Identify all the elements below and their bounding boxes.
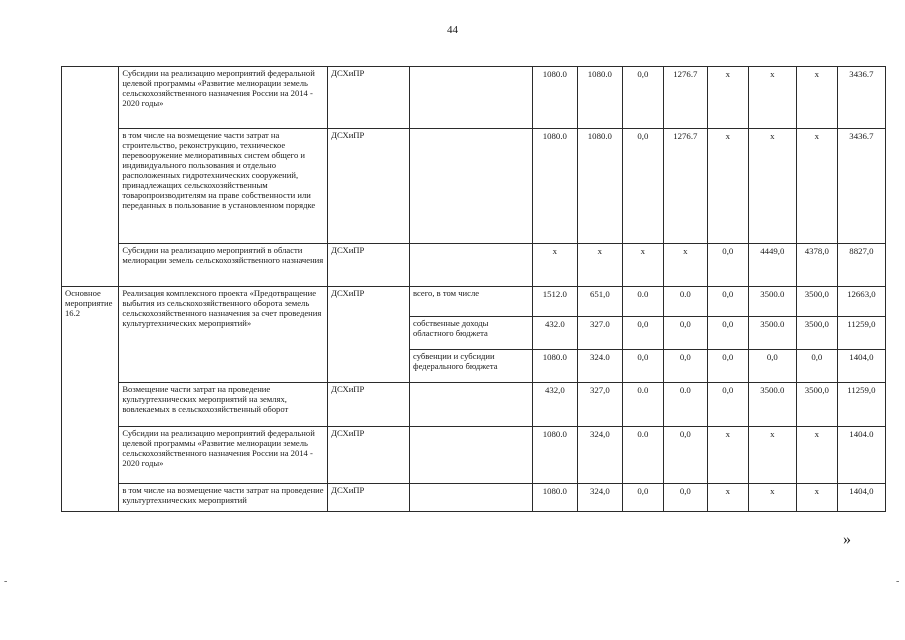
value-cell: 0.0 xyxy=(622,427,663,484)
value-cell: 1404,0 xyxy=(837,350,885,383)
value-cell: x xyxy=(707,67,748,129)
value-cell: 1080.0 xyxy=(532,129,577,244)
measure-executor: ДСХиПР xyxy=(328,287,410,383)
value-cell: 3436.7 xyxy=(837,129,885,244)
table-row xyxy=(62,129,886,244)
measure-cell-empty xyxy=(62,67,119,287)
value-cell: 1512.0 xyxy=(532,287,577,317)
value-cell: 651,0 xyxy=(577,287,622,317)
value-cell: 324.0 xyxy=(577,350,622,383)
value-cell: x xyxy=(577,244,622,287)
value-cell: 432.0 xyxy=(532,317,577,350)
value-cell: x xyxy=(796,67,837,129)
table-row xyxy=(62,484,886,512)
value-cell: 0,0 xyxy=(663,484,707,512)
value-cell: 1404.0 xyxy=(837,427,885,484)
value-cell: x xyxy=(707,427,748,484)
value-cell: 1080.0 xyxy=(577,67,622,129)
value-cell: 324,0 xyxy=(577,484,622,512)
value-cell: x xyxy=(707,129,748,244)
row-executor: ДСХиПР xyxy=(328,67,410,129)
value-cell: 12663,0 xyxy=(837,287,885,317)
value-cell: 3500,0 xyxy=(796,383,837,427)
value-cell: 0,0 xyxy=(748,350,796,383)
value-cell: 0,0 xyxy=(707,287,748,317)
value-cell: 324,0 xyxy=(577,427,622,484)
value-cell: 0,0 xyxy=(622,350,663,383)
value-cell: 0.0 xyxy=(622,287,663,317)
value-cell: x xyxy=(796,484,837,512)
row-executor: ДСХиПР xyxy=(328,484,410,512)
value-cell: 1080.0 xyxy=(577,129,622,244)
value-cell: 1080.0 xyxy=(532,484,577,512)
row-source: субвенции и субсидии федерального бюджета xyxy=(410,350,533,383)
value-cell: 0,0 xyxy=(663,350,707,383)
value-cell: 0.0 xyxy=(663,383,707,427)
table-row xyxy=(62,244,886,287)
row-executor: ДСХиПР xyxy=(328,383,410,427)
row-source xyxy=(410,244,533,287)
value-cell: 4449,0 xyxy=(748,244,796,287)
value-cell: 0,0 xyxy=(707,383,748,427)
budget-table xyxy=(61,66,886,512)
value-cell: x xyxy=(796,427,837,484)
table-row xyxy=(62,383,886,427)
row-source xyxy=(410,484,533,512)
value-cell: x xyxy=(748,67,796,129)
value-cell: 11259,0 xyxy=(837,383,885,427)
row-source xyxy=(410,383,533,427)
row-description: Возмещение части затрат на проведение культуртехнических мероприятий на землях, вовлекаемых в сельскохозяйственный оборот xyxy=(119,383,328,427)
value-cell: 3500.0 xyxy=(748,287,796,317)
value-cell: 0,0 xyxy=(796,350,837,383)
value-cell: 4378,0 xyxy=(796,244,837,287)
value-cell: x xyxy=(748,129,796,244)
row-description: Субсидии на реализацию мероприятий федеральной целевой программы «Развитие мелиорации земель сельскохозяйственного назначения России на 2014 - 2020 годы» xyxy=(119,427,328,484)
value-cell: 3500,0 xyxy=(796,287,837,317)
value-cell: 3436.7 xyxy=(837,67,885,129)
table-row xyxy=(62,427,886,484)
value-cell: 8827,0 xyxy=(837,244,885,287)
value-cell: 0,0 xyxy=(707,317,748,350)
value-cell: 0,0 xyxy=(622,67,663,129)
left-margin-tick: - xyxy=(4,576,8,587)
row-source: всего, в том числе xyxy=(410,287,533,317)
row-executor: ДСХиПР xyxy=(328,427,410,484)
row-description: Субсидии на реализацию мероприятий в области мелиорации земель сельскохозяйственного назначения xyxy=(119,244,328,287)
value-cell: 3500.0 xyxy=(748,317,796,350)
value-cell: 432,0 xyxy=(532,383,577,427)
closing-quote-mark: » xyxy=(843,531,851,548)
value-cell: 0,0 xyxy=(622,484,663,512)
row-source xyxy=(410,427,533,484)
value-cell: 11259,0 xyxy=(837,317,885,350)
table-row xyxy=(62,67,886,129)
row-executor: ДСХиПР xyxy=(328,244,410,287)
value-cell: 3500.0 xyxy=(748,383,796,427)
value-cell: 1276.7 xyxy=(663,129,707,244)
right-margin-tick: - xyxy=(896,576,900,587)
value-cell: x xyxy=(622,244,663,287)
value-cell: 3500,0 xyxy=(796,317,837,350)
measure-description: Реализация комплексного проекта «Предотвращение выбытия из сельскохозяйственного оборота земель сельскохозяйственного назначения за счет проведения культуртехнических мероприятий» xyxy=(119,287,328,383)
value-cell: x xyxy=(707,484,748,512)
value-cell: 0.0 xyxy=(622,383,663,427)
value-cell: 1276.7 xyxy=(663,67,707,129)
value-cell: x xyxy=(532,244,577,287)
value-cell: x xyxy=(748,484,796,512)
row-executor: ДСХиПР xyxy=(328,129,410,244)
value-cell: x xyxy=(796,129,837,244)
value-cell: 1080.0 xyxy=(532,350,577,383)
page-number: 44 xyxy=(447,24,458,36)
value-cell: 0,0 xyxy=(622,317,663,350)
value-cell: x xyxy=(748,427,796,484)
row-source xyxy=(410,67,533,129)
value-cell: x xyxy=(663,244,707,287)
row-description: в том числе на возмещение части затрат на строительство, реконструкцию, техническое перевооружение мелиоративных систем общего и индивидуального пользования и отдельно расположенных гидротехнических сооружений, принадлежащих сельскохозяйственным товаропроизводителям на праве собственности или переданных в пользование в установленном порядке xyxy=(119,129,328,244)
row-description: Субсидии на реализацию мероприятий федеральной целевой программы «Развитие мелиорации земель сельскохозяйственного назначения России на 2014 - 2020 годы» xyxy=(119,67,328,129)
row-source: собственные доходы областного бюджета xyxy=(410,317,533,350)
value-cell: 0,0 xyxy=(707,244,748,287)
measure-label: Основное мероприятие 16.2 xyxy=(62,287,119,512)
value-cell: 0,0 xyxy=(622,129,663,244)
value-cell: 327.0 xyxy=(577,317,622,350)
value-cell: 327,0 xyxy=(577,383,622,427)
table-row xyxy=(62,287,886,317)
value-cell: 0.0 xyxy=(663,287,707,317)
value-cell: 1404,0 xyxy=(837,484,885,512)
value-cell: 1080.0 xyxy=(532,427,577,484)
row-description: в том числе на возмещение части затрат на проведение культуртехнических мероприятий xyxy=(119,484,328,512)
value-cell: 1080.0 xyxy=(532,67,577,129)
value-cell: 0,0 xyxy=(663,317,707,350)
value-cell: 0,0 xyxy=(707,350,748,383)
row-source xyxy=(410,129,533,244)
value-cell: 0,0 xyxy=(663,427,707,484)
